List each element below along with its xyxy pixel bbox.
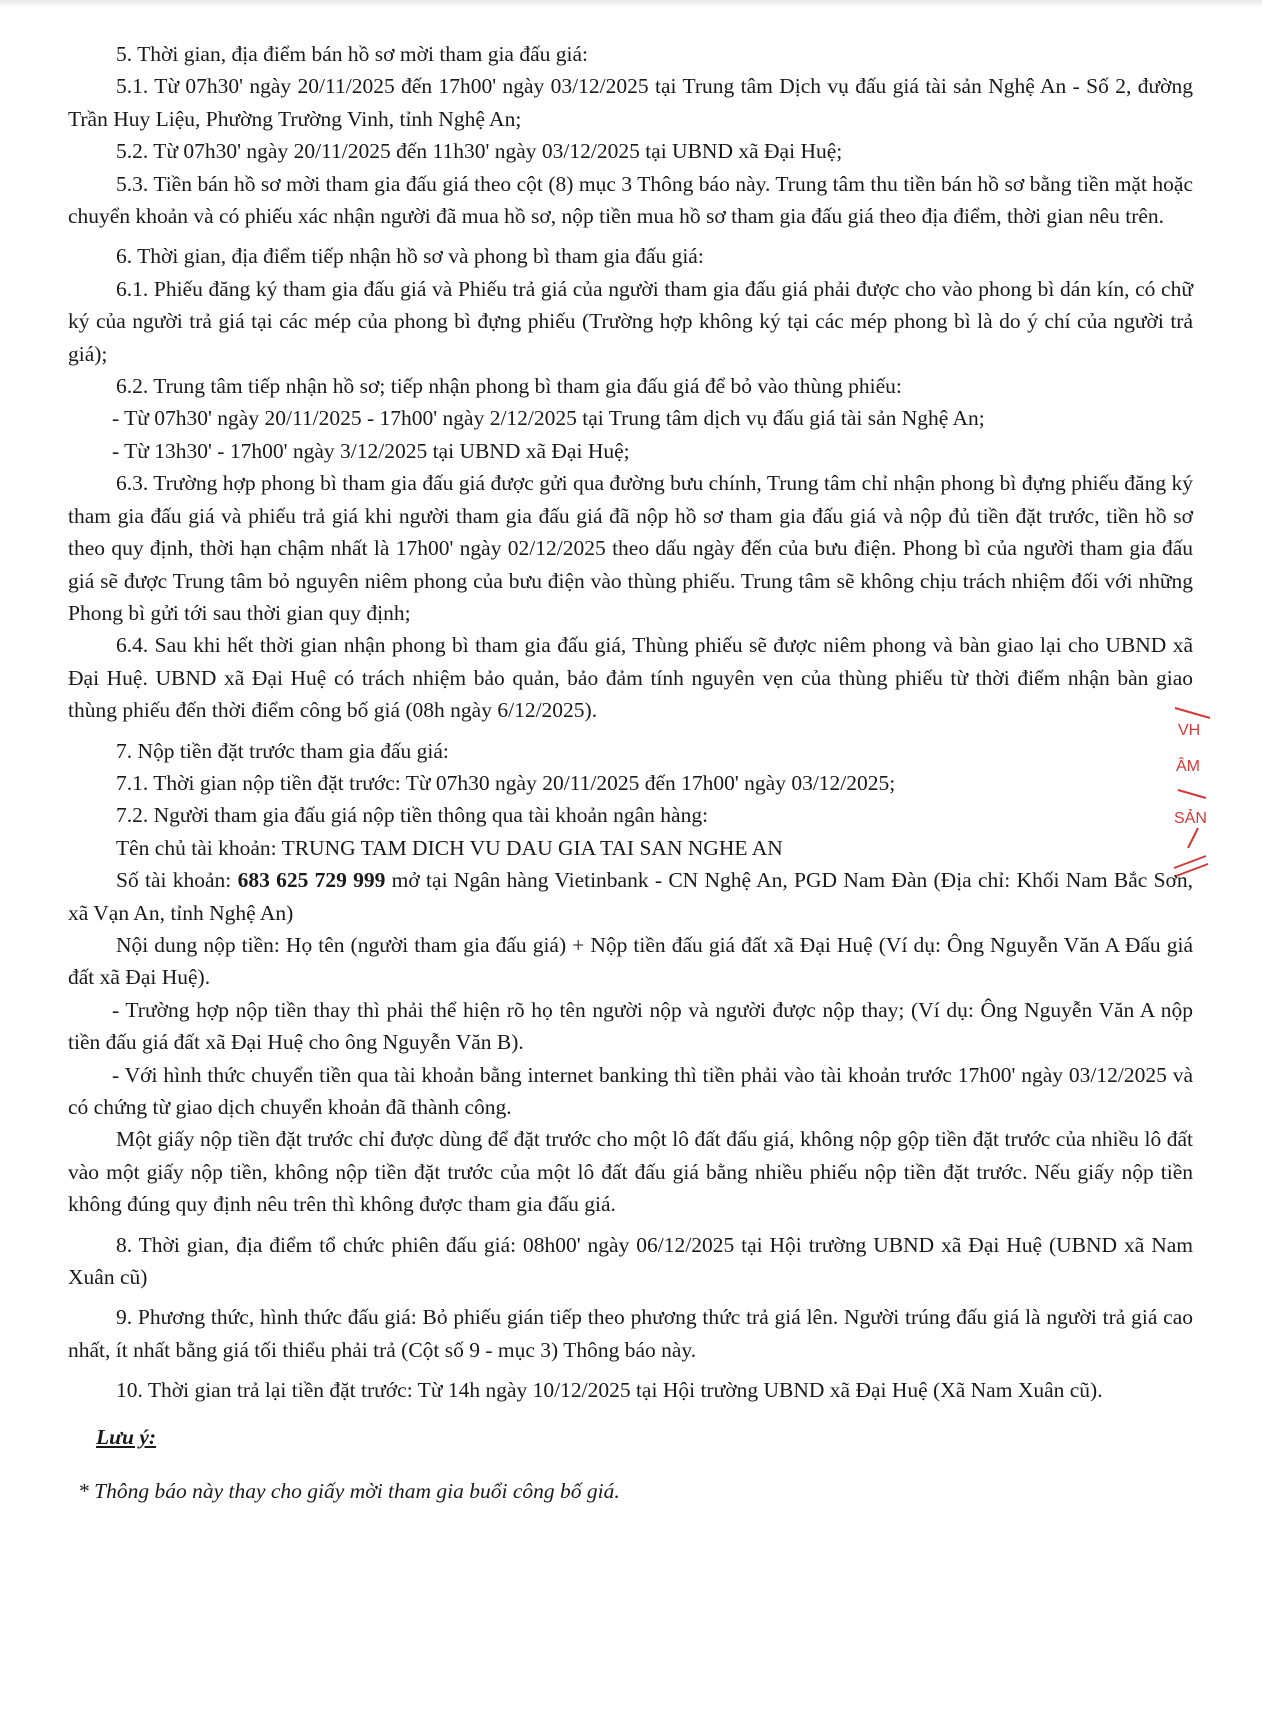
document-body bbox=[68, 38, 1193, 1528]
account-number-label: Số tài khoản: bbox=[116, 868, 238, 893]
red-stamp-fragment bbox=[1170, 700, 1230, 890]
section-5-3: 5.3. Tiền bán hồ sơ mời tham gia đấu giá theo cột (8) mục 3 Thông báo này. Trung tâm thu tiền bán hồ sơ bằng tiền mặt hoặc chuyển khoản và có phiếu xác nhận người đã mua hồ sơ, nộp tiền mua hồ sơ tham gia đấu giá theo địa điểm, thời gian nêu trên. bbox=[68, 171, 1193, 229]
section-10: 10. Thời gian trả lại tiền đặt trước: Từ 14h ngày 10/12/2025 tại Hội trường UBND xã Đại Huệ (Xã Nam Xuân cũ). bbox=[116, 1378, 1103, 1403]
stamp-text-1: VH bbox=[1178, 722, 1201, 739]
account-name: Tên chủ tài khoản: TRUNG TAM DICH VU DAU GIA TAI SAN NGHE AN bbox=[116, 835, 783, 860]
stamp-text-2: ÂM bbox=[1176, 758, 1200, 775]
account-number-line bbox=[68, 864, 1193, 929]
section-6-2-dash-2: - Từ 13h30' - 17h00' ngày 3/12/2025 tại UBND xã Đại Huệ; bbox=[112, 438, 630, 463]
section-6-1: 6.1. Phiếu đăng ký tham gia đấu giá và Phiếu trả giá của người tham gia đấu giá phải được cho vào phong bì dán kín, có chữ ký của người trả giá tại các mép của phong bì đựng phiếu (Trường hợp không ký tại các mép phong bì là do ý chí của người trả giá); bbox=[68, 276, 1193, 366]
section-9: 9. Phương thức, hình thức đấu giá: Bỏ phiếu gián tiếp theo phương thức trả giá lên. Người trúng đấu giá là người trả giá cao nhất, ít nhất bằng giá tối thiểu phải trả (Cột số 9 - mục 3) Thông báo này. bbox=[68, 1305, 1193, 1362]
section-8: 8. Thời gian, địa điểm tổ chức phiên đấu giá: 08h00' ngày 06/12/2025 tại Hội trường UBND xã Đại Huệ (UBND xã Nam Xuân cũ) bbox=[68, 1232, 1193, 1290]
section-6-3: 6.3. Trường hợp phong bì tham gia đấu giá được gửi qua đường bưu chính, Trung tâm chỉ nhận phong bì đựng phiếu đăng ký tham gia đấu giá và phiếu trả giá khi người tham gia đấu giá đã nộp hồ sơ tham gia đấu giá và nộp đủ tiền đặt trước, tiền hồ sơ theo quy định, thời hạn chậm nhất là 17h00' ngày 02/12/2025 theo dấu ngày đến của bưu điện. Phong bì của người tham gia đấu giá sẽ được Trung tâm bỏ nguyên niêm phong của bưu điện vào thùng phiếu. Trung tâm sẽ không chịu trách nhiệm đối với những Phong bì gửi tới sau thời gian quy định; bbox=[68, 471, 1193, 625]
section-7-dash-1: - Trường hợp nộp tiền thay thì phải thể hiện rõ họ tên người nộp và người được nộp thay; (Ví dụ: Ông Nguyễn Văn A nộp tiền đấu giá đất xã Đại Huệ cho ông Nguyễn Văn B). bbox=[68, 997, 1193, 1055]
section-7-dash-2: - Với hình thức chuyển tiền qua tài khoản bằng internet banking thì tiền phải vào tài khoản trước 17h00' ngày 03/12/2025 và có chứng từ giao dịch chuyển khoản đã thành công. bbox=[68, 1062, 1193, 1119]
section-7-deposit-rule: Một giấy nộp tiền đặt trước chỉ được dùng để đặt trước cho một lô đất đấu giá, không nộp gộp tiền đặt trước của nhiều lô đất vào một giấy nộp tiền, không nộp tiền đặt trước của một lô đất đấu giá bằng nhiều phiếu nộp tiền đặt trước. Nếu giấy nộp tiền không đúng quy định nêu trên thì không được tham gia đấu giá. bbox=[68, 1127, 1193, 1217]
section-5-1: 5.1. Từ 07h30' ngày 20/11/2025 đến 17h00' ngày 03/12/2025 tại Trung tâm Dịch vụ đấu giá tài sản Nghệ An - Số 2, đường Trần Huy Liệu, Phường Trường Vinh, tỉnh Nghệ An; bbox=[68, 74, 1193, 131]
section-7-title: 7. Nộp tiền đặt trước tham gia đấu giá: bbox=[116, 738, 449, 763]
stamp-text-3: SẢN bbox=[1174, 810, 1207, 827]
section-6-2: 6.2. Trung tâm tiếp nhận hồ sơ; tiếp nhận phong bì tham gia đấu giá để bỏ vào thùng phiếu: bbox=[116, 374, 902, 399]
account-bank-info: mở tại Ngân hàng Vietinbank - CN Nghệ An, PGD Nam Đàn (Địa chỉ: Khối Nam Bắc Sơn, xã Vạn An, tỉnh Nghệ An) bbox=[68, 868, 1194, 925]
payment-content: Nội dung nộp tiền: Họ tên (người tham gia đấu giá) + Nộp tiền đấu giá đất xã Đại Huệ (Ví dụ: Ông Nguyễn Văn A Đấu giá đất xã Đại Huệ). bbox=[68, 932, 1193, 990]
section-6-2-dash-1: - Từ 07h30' ngày 20/11/2025 - 17h00' ngày 2/12/2025 tại Trung tâm dịch vụ đấu giá tài sản Nghệ An; bbox=[112, 406, 985, 431]
account-number: 683 625 729 999 bbox=[237, 868, 386, 893]
section-7-1: 7.1. Thời gian nộp tiền đặt trước: Từ 07h30 ngày 20/11/2025 đến 17h00' ngày 03/12/2025; bbox=[116, 770, 896, 795]
section-5-2: 5.2. Từ 07h30' ngày 20/11/2025 đến 11h30' ngày 03/12/2025 tại UBND xã Đại Huệ; bbox=[116, 139, 843, 164]
scan-edge bbox=[0, 0, 1262, 8]
note-text: * Thông báo này thay cho giấy mời tham gia buổi công bố giá. bbox=[78, 1478, 620, 1503]
note-title: Lưu ý: bbox=[96, 1424, 157, 1449]
section-6-title: 6. Thời gian, địa điểm tiếp nhận hồ sơ và phong bì tham gia đấu giá: bbox=[116, 244, 704, 269]
section-7-2: 7.2. Người tham gia đấu giá nộp tiền thông qua tài khoản ngân hàng: bbox=[116, 803, 709, 828]
section-5-title: 5. Thời gian, địa điểm bán hồ sơ mời tham gia đấu giá: bbox=[116, 42, 588, 66]
section-6-4: 6.4. Sau khi hết thời gian nhận phong bì tham gia đấu giá, Thùng phiếu sẽ được niêm phong và bàn giao lại cho UBND xã Đại Huệ. UBND xã Đại Huệ có trách nhiệm bảo quản, bảo đảm tính nguyên vẹn của thùng phiếu từ thời điểm nhận bàn giao thùng phiếu đến thời điểm công bố giá (08h ngày 6/12/2025). bbox=[68, 633, 1193, 723]
